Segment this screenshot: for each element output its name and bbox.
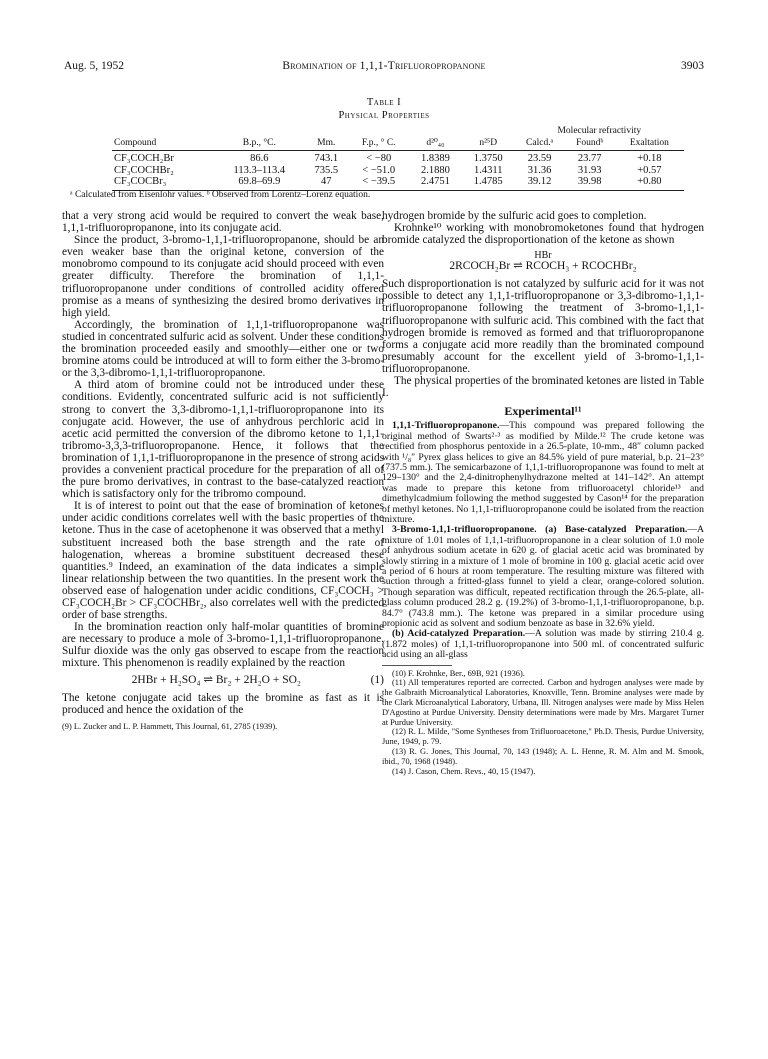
footnote-rule xyxy=(382,665,452,666)
equation-text: 2HBr + H₂SO₄ ⇌ Br₂ + 2H₂O + SO₂ xyxy=(131,673,301,686)
table-cell: CF₃COCH₂Br xyxy=(114,153,174,164)
header-title: Bromination of 1,1,1-Trifluoropropanone xyxy=(282,60,486,72)
col-header: Calcd.ᵃ xyxy=(515,138,565,151)
table-cell: 86.6 xyxy=(250,153,269,164)
footnote-14: (14) J. Cason, Chem. Revs., 40, 15 (1947). xyxy=(392,766,536,776)
paragraph: Since the product, 3-bromo-1,1,1-trifluoropropanone, should be an even weaker base than the original ketone, conversion of the monobromo compound to its conjugate acid should proceed with even greater difficulty. Therefore the bromination of 1,1,1-trifluoropropanone under conditions of controlled acidity offered promise as a means of synthesizing the desired bromo derivatives in high yield. xyxy=(62,234,384,319)
table-cell: < −51.0 xyxy=(362,164,396,176)
table-cell: +0.57 xyxy=(637,164,662,176)
table-cell: 1.8389 xyxy=(420,153,450,164)
equation-2 xyxy=(382,250,704,272)
table-cell: 23.77 xyxy=(577,153,602,164)
left-column xyxy=(62,210,384,732)
paragraph: —A mixture of 1.01 moles of 1,1,1-trifluoropropanone in a clear solution of 1.0 mole of anhydrous sodium acetate in 620 g. of glacial acetic acid was brominated by slowly stirring in a mixture of 1 mole of bromine in 100 g. glacial acetic acid over a period of 6 hours at room temperature. The resulting mixture was filtered with suction through a fritted-glass funnel to yield a clear, orange-colored solution. Though separation was difficult, repeated rectification through the 26.5-plate, all-glass column produced 28.2 g. (19.2%) of 3-bromo-1,1,1-trifluoropropanone, b.p. 84.7° (743.8 mm.). The ketone was prepared in a similar procedure using propionic acid as solvent and sodium benzoate as base in 32.6% yield. xyxy=(382,524,704,630)
physical-properties-table xyxy=(112,126,684,191)
table-cell: 31.93 xyxy=(577,164,602,176)
paragraph: Such disproportionation is not catalyzed by sulfuric acid for it was not possible to detect any 1,1,1-trifluoropropanone or 3,3-dibromo-1,1,1-trifluoropropanone following the treatment of 3-bromo-1,1,1-trifluoropropanone with sulfuric acid. This combined with the fact that hydrogen bromide is removed as formed and that trifluoropropanone forms a conjugate acid more readily than the brominated compound presumably account for the excellent yield of 3-bromo-1,1,1-trifluoropropanone. xyxy=(382,278,704,375)
table-cell: 743.1 xyxy=(314,153,339,164)
col-header: Compound xyxy=(112,138,215,151)
footnotes xyxy=(382,669,704,777)
table-footnote: ᵃ Calculated from Eisenlohr values. ᵇ Observed from Lorentz–Lorenz equation. xyxy=(70,190,371,200)
col-header: Mm. xyxy=(304,138,348,151)
col-header: F.p., ° C. xyxy=(348,138,409,151)
page-number: 3903 xyxy=(681,60,704,72)
experimental-text xyxy=(382,421,704,660)
section-heading: Experimental¹¹ xyxy=(504,404,582,419)
table-cell: CF₃COCHBr₂ xyxy=(114,164,174,176)
col-header: Foundᵇ xyxy=(565,138,615,151)
table-cell: 113.3–113.4 xyxy=(233,164,286,176)
table-row xyxy=(112,151,684,165)
paragraph: —This compound was prepared following the original method of Swarts²·³ as modified by Milde.¹² The crude ketone was rectified from phosphorus pentoxide in a 26.5-plate, 10-mm., 48″ column packed with ¹/₈″ Pyrex glass helices to give an 84.5% yield of pure material, b.p. 21–23° (737.5 mm.). The semicarbazone of 1,1,1-trifluoropropanone was found to melt at 129–130° and the 2,4-dinitrophenylhydrazone melted at 141–142°. An attempt was made to prepare this ketone from trifluoroacetyl chloride¹³ and dimethylcadmium following the method suggested by Cason¹⁴ for the preparation of methyl ketones. No 1,1,1-trifluoropropanone could be isolated from the reaction mixture. xyxy=(382,420,704,525)
table-cell: +0.80 xyxy=(615,176,684,190)
running-header xyxy=(64,60,704,74)
subheading: (b) Acid-catalyzed Preparation. xyxy=(392,628,526,640)
equation-text: 2RCOCH₂Br ⇌ RCOCH₃ + RCOCHBr₂ xyxy=(449,260,637,273)
paragraph: Accordingly, the bromination of 1,1,1-trifluoropropanone was studied in concentrated sulfuric acid as solvent. Under these conditions the bromination proceeded easily and smoothly—either one or two bromine atoms could be introduced at will to form either the 3-bromo- or the 3,3-dibromo-1,1,1-trifluoropropanone. xyxy=(62,318,384,380)
footnote-11: (11) All temperatures reported are corrected. Carbon and hydrogen analyses were made by the Galbraith Microanalytical Laboratories, Knoxville, Tenn. Bromine analyses were made by the Clark Microanalytical Laboratory, Urbana, Ill. Nitrogen analyses were made by Miss Helen D'Agostino at Purdue University. Density determinations were made by Mrs. Margaret Turner at Purdue University. xyxy=(382,678,704,727)
table-cell: +0.18 xyxy=(637,153,662,164)
col-header: d²⁰₄₀ xyxy=(409,138,462,151)
equation-1 xyxy=(62,674,384,686)
subheading: 3-Bromo-1,1,1-trifluoropropanone. (a) Base-catalyzed Preparation. xyxy=(392,524,688,536)
table-row xyxy=(112,165,684,177)
paragraph: The physical properties of the brominated ketones are listed in Table I. xyxy=(382,375,704,400)
table-title xyxy=(64,96,704,122)
col-header: B.p., °C. xyxy=(215,138,305,151)
equation-catalyst: HBr xyxy=(534,250,552,262)
subheading: 1,1,1-Trifluoropropanone. xyxy=(392,420,500,432)
paragraph: —A solution was made by stirring 210.4 g. (1.872 moles) of 1,1,1-trifluoropropanone into 500 ml. of concentrated sulfuric acid using an all-glass xyxy=(382,628,704,661)
table-label: Table I xyxy=(366,97,402,108)
table-cell: 735.5 xyxy=(314,164,339,176)
footnote-10: (10) F. Krohnke, Ber., 69B, 921 (1936). xyxy=(392,668,525,678)
table-caption: Physical Properties xyxy=(338,110,430,121)
paragraph: Krohnke¹⁰ working with monobromoketones found that hydrogen bromide catalyzed the disproportionation of the ketone as shown xyxy=(382,222,704,247)
paragraph: that a very strong acid would be required to convert the weak base, 1,1,1-trifluoropropanone, into its conjugate acid. xyxy=(62,210,384,235)
group-header: Molecular refractivity xyxy=(557,126,642,136)
table-cell: 1.4311 xyxy=(473,164,503,176)
paragraph: hydrogen bromide by the sulfuric acid goes to completion. xyxy=(382,210,647,222)
table-cell: CF₃COCBr₃ xyxy=(112,176,215,190)
equation-number: (1) xyxy=(370,673,384,686)
col-header: Exaltation xyxy=(615,138,684,151)
table-cell: 2.1880 xyxy=(420,164,450,176)
col-header: n²⁵D xyxy=(462,138,515,151)
footnote-12: (12) R. L. Milde, "Some Syntheses from Trifluoroacetone," Ph.D. Thesis, Purdue University, June, 1949, p. 79. xyxy=(382,727,704,747)
table-cell: 47 xyxy=(304,176,348,190)
table-row xyxy=(112,176,684,190)
table-cell: 1.3750 xyxy=(473,153,503,164)
paragraph: A third atom of bromine could not be introduced under these conditions. Evidently, concentrated sulfuric acid is not sufficiently strong to convert the 3,3-dibromo-1,1,1-trifluoropropanone into its conjugate acid. However, the use of anhydrous perchloric acid in acetic acid permitted the conversion of the dibromo ketone to 1,1,1-tribromo-3,3,3-trifluoropropanone. Hence, it follows that the bromination of 1,1,1-trifluoropropanone in the presence of strong acids provides a convenient practical procedure for the preparation of all of the pure bromo derivatives, in contrast to the base-catalyzed reaction which is satisfactory only for the tribromo compound. xyxy=(62,379,384,501)
right-column xyxy=(382,210,704,776)
footnote-13: (13) R. G. Jones, This Journal, 70, 143 (1948); A. L. Henne, R. M. Alm and M. Smook, ibid., 70, 1968 (1948). xyxy=(382,747,704,766)
table-cell: 39.98 xyxy=(565,176,615,190)
table-cell: 69.8–69.9 xyxy=(215,176,305,190)
paragraph: The ketone conjugate acid takes up the bromine as fast as it is produced and hence the oxidation of the xyxy=(62,691,384,716)
table-cell: 31.36 xyxy=(527,164,552,176)
table-cell: 2.4751 xyxy=(409,176,462,190)
table-cell: < −39.5 xyxy=(348,176,409,190)
table-cell: 39.12 xyxy=(515,176,565,190)
header-date: Aug. 5, 1952 xyxy=(64,60,125,72)
table-cell: < −80 xyxy=(366,153,392,164)
footnote-9: (9) L. Zucker and L. P. Hammett, This Journal, 61, 2785 (1939). xyxy=(62,721,278,731)
paragraph: In the bromination reaction only half-molar quantities of bromine are necessary to produce a mole of 3-bromo-1,1,1-trifluoropropanone. Sulfur dioxide was the only gas observed to escape from the reaction mixture. This phenomenon is readily explained by the reaction xyxy=(62,621,384,670)
table-cell: 1.4785 xyxy=(462,176,515,190)
paragraph: It is of interest to point out that the ease of bromination of ketones under acidic conditions correlates well with the basic properties of the ketone. Thus in the case of acetophenone it was observed that a methyl substituent increased both the base strength and the rate of halogenation, whereas a bromine substituent decreased these quantities.⁹ Indeed, an examination of the data indicates a simple linear relationship between the two quantities. In the present work the observed ease of halogenation under acidic conditions, CF₃COCH₃ > CF₃COCH₂Br > CF₃COCHBr₂, also correlates well with the predicted order of base strengths. xyxy=(62,500,384,622)
table-cell: 23.59 xyxy=(527,153,552,164)
